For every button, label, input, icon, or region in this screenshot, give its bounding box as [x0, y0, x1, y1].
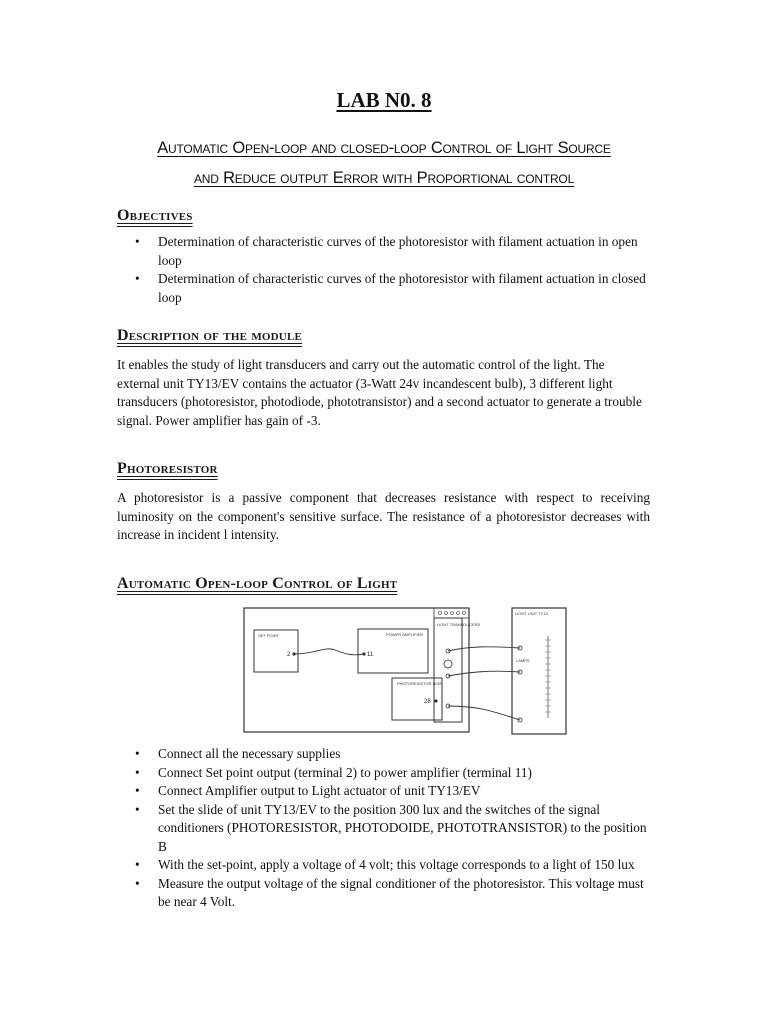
inner-unit-label: LIGHT TRANSDUCERS [437, 622, 481, 627]
wire-photoresistor [448, 706, 520, 720]
lamp-icon [444, 660, 452, 668]
signal-conditioner-terminal-label: 28 [424, 699, 431, 705]
wire-setpoint-amplifier [294, 649, 364, 655]
list-item: • Connect Amplifier output to Light actuator of unit TY13/EV [135, 782, 655, 801]
lamp-label: LAMPS [516, 658, 530, 663]
wire-actuator-positive [448, 647, 520, 651]
description-paragraph: It enables the study of light transducers and carry out the automatic control of the light. The external unit TY13/EV contains the actuator (3-Watt 24v incandescent bulb), 3 different light transducers (photoresistor, photodiode, phototransistor) and a second actuator to generate a trouble signal. Power amplifier has gain of -3. [117, 357, 642, 428]
lab-title: LAB N0. 8 [336, 88, 432, 112]
external-unit-title: LIGHT UNIT TY13 [515, 611, 548, 616]
description-heading: Description of the module [117, 327, 303, 344]
list-item: • Connect Set point output (terminal 2) to power amplifier (terminal 11) [135, 764, 655, 783]
list-item: • Determination of characteristic curves of the photoresistor with filament actuation in open loop [135, 233, 655, 270]
list-item: • Connect all the necessary supplies [135, 745, 655, 764]
led [463, 612, 466, 615]
power-amplifier-label: POWER AMPLIFIER [386, 632, 424, 637]
photoresistor-paragraph: A photoresistor is a passive component that decreases resistance with respect to receiving luminosity on the component's sensitive surface. The resistance of a photoresistor decreases with increase in incident l intensity. [117, 490, 650, 542]
led [451, 612, 454, 615]
top-strip [434, 608, 469, 618]
open-loop-heading: Automatic Open-loop Control of Light [117, 575, 398, 592]
wire-actuator-negative [448, 671, 520, 676]
procedure-steps-list [135, 745, 655, 912]
set-point-terminal-label: 2 [287, 652, 291, 658]
terminal-28 [434, 699, 437, 702]
main-title-line-1: Automatic Open-loop and closed-loop Control of Light Source [157, 139, 611, 157]
signal-conditioner-label: PHOTORESISTOR SIGN [397, 681, 443, 686]
set-point-label: SET POINT [258, 633, 280, 638]
module-panel [244, 608, 469, 732]
external-light-unit [512, 608, 566, 734]
list-item: • Measure the output voltage of the signal conditioner of the photoresistor. This voltage must be near 4 Volt. [135, 875, 655, 912]
led [445, 612, 448, 615]
list-item: • With the set-point, apply a voltage of 4 volt; this voltage corresponds to a light of 150 lux [135, 856, 655, 875]
photoresistor-heading: Photoresistor [117, 460, 218, 477]
open-loop-wiring-diagram [240, 602, 570, 736]
objectives-list [135, 233, 655, 307]
led [457, 612, 460, 615]
list-item: • Set the slide of unit TY13/EV to the position 300 lux and the switches of the signal conditioners (PHOTORESISTOR, PHOTODOIDE, PHOTOTRANSISTOR) to the position B [135, 801, 655, 857]
power-amplifier-terminal-label: 11 [367, 652, 374, 658]
main-title-line-2: and Reduce output Error with Proportional control [193, 169, 575, 187]
list-item: • Determination of characteristic curves of the photoresistor with filament actuation in closed loop [135, 270, 655, 307]
objectives-heading: Objectives [117, 207, 193, 224]
led [439, 612, 442, 615]
